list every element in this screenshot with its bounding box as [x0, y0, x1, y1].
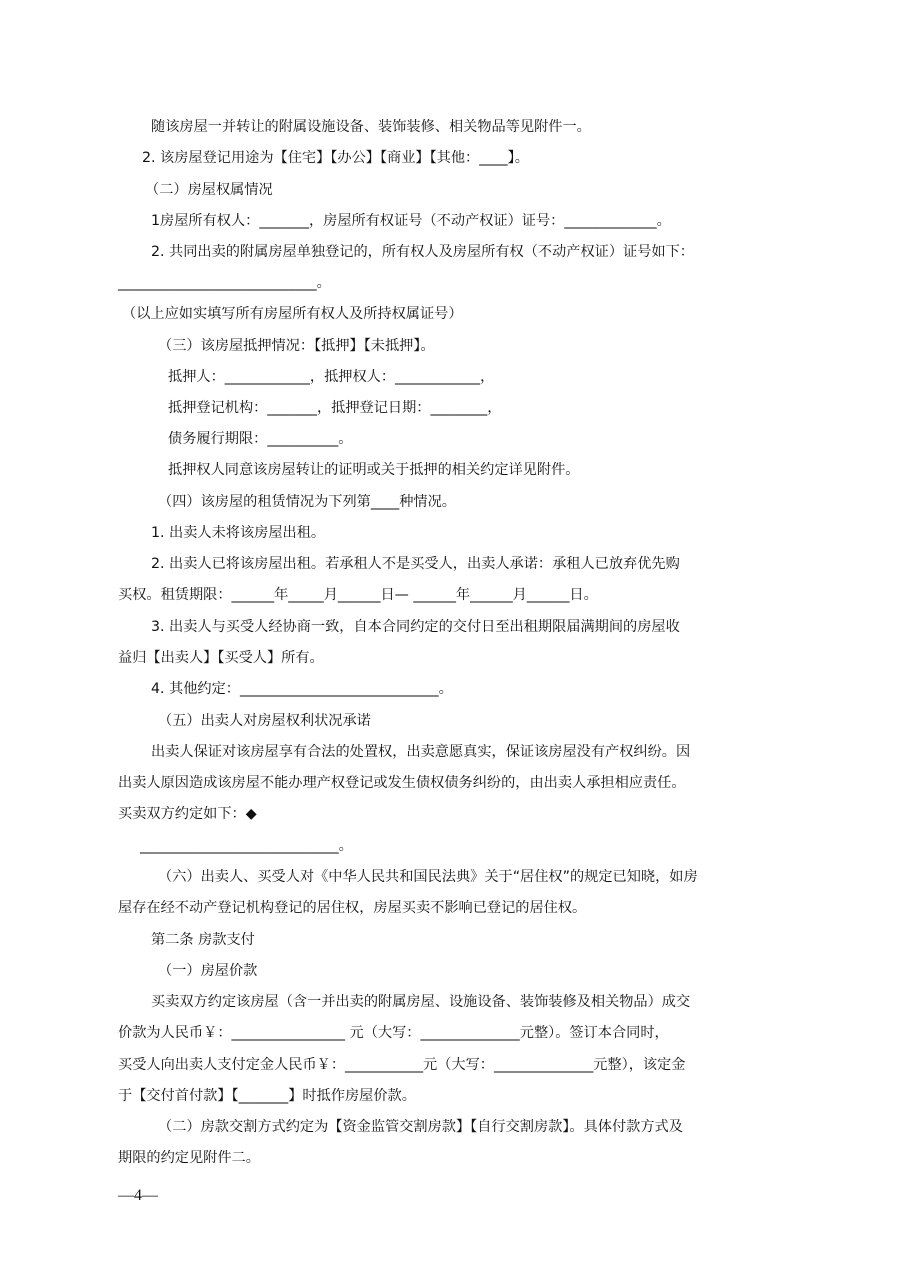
text-line: （三）该房屋抵押情况：【抵押】【未抵押】。 [158, 338, 435, 354]
text-line: 债务履行期限：__________。 [168, 431, 353, 447]
text-line: （四）该房屋的租赁情况为下列第____种情况。 [158, 494, 456, 510]
text-line: 4. 其他约定：____________________________。 [151, 681, 453, 697]
text-line: 抵押人：____________，抵押权人：____________， [168, 369, 495, 385]
text-line: 屋存在经不动产登记机构登记的居住权，房屋买卖不影响已登记的居住权。 [118, 900, 587, 916]
text-line: 随该房屋一并转让的附属设施设备、装饰装修、相关物品等见附件一。 [151, 119, 591, 135]
text-line: （一）房屋价款 [158, 963, 258, 979]
text-line: 买卖双方约定该房屋（含一并出卖的附属房屋、设施设备、装饰装修及相关物品）成交 [151, 994, 691, 1010]
section-heading: 第二条 房款支付 [151, 932, 255, 948]
text-line: 于【交付首付款】【_______】时抵作房屋价款。 [118, 1088, 416, 1104]
text-line: 买权。租赁期限：______年_____月______日— ______年______月______日。 [118, 587, 598, 603]
text-line: 出卖人保证对该房屋享有合法的处置权，出卖意愿真实，保证该房屋没有产权纠纷。因 [151, 744, 691, 760]
text-line: （六）出卖人、买受人对《中华人民共和国民法典》关于“居住权”的规定已知晓，如房 [158, 869, 698, 885]
text-line: 价款为人民币￥：________________ 元（大写：______________元整）。签订本合同时， [118, 1025, 669, 1041]
text-line: ____________________________。 [118, 275, 331, 291]
text-line: 1房屋所有权人：_______，房屋所有权证号（不动产权证）证号：_____________。 [151, 213, 671, 229]
text-line: （以上应如实填写所有房屋所有权人及所持权属证号） [122, 306, 463, 322]
text-line: 抵押权人同意该房屋转让的证明或关于抵押的相关约定详见附件。 [168, 462, 580, 478]
text-line: （五）出卖人对房屋权利状况承诺 [158, 713, 371, 729]
text-line: 出卖人原因造成该房屋不能办理产权登记或发生债权债务纠纷的，由出卖人承担相应责任。 [118, 775, 686, 791]
text-line: 买卖双方约定如下：◆ [118, 806, 257, 822]
text-line: 买受人向出卖人支付定金人民币￥：___________元（大写：______________元整），该定金 [118, 1057, 686, 1073]
page-number: —4— [118, 1187, 158, 1204]
text-line: 1. 出卖人未将该房屋出租。 [151, 525, 326, 541]
text-line: （二）房款交割方式约定为【资金监管交割房款】【自行交割房款】。具体付款方式及 [158, 1119, 683, 1135]
text-line: ____________________________。 [140, 838, 353, 854]
text-line: 抵押登记机构：_______，抵押登记日期：________， [168, 400, 502, 416]
text-line: 2. 该房屋登记用途为【住宅】【办公】【商业】【其他：____】。 [142, 150, 529, 166]
text-line: （二）房屋权属情况 [145, 182, 273, 198]
text-line: 3. 出卖人与买受人经协商一致，自本合同约定的交付日至出租期限届满期间的房屋收 [151, 619, 680, 635]
text-line: 期限的约定见附件二。 [118, 1150, 260, 1166]
text-line: 2. 共同出卖的附属房屋单独登记的，所有权人及房屋所有权（不动产权证）证号如下： [151, 244, 694, 260]
text-line: 益归【出卖人】【买受人】所有。 [118, 650, 324, 666]
text-line: 2. 出卖人已将该房屋出租。若承租人不是买受人，出卖人承诺：承租人已放弃优先购 [151, 556, 680, 572]
